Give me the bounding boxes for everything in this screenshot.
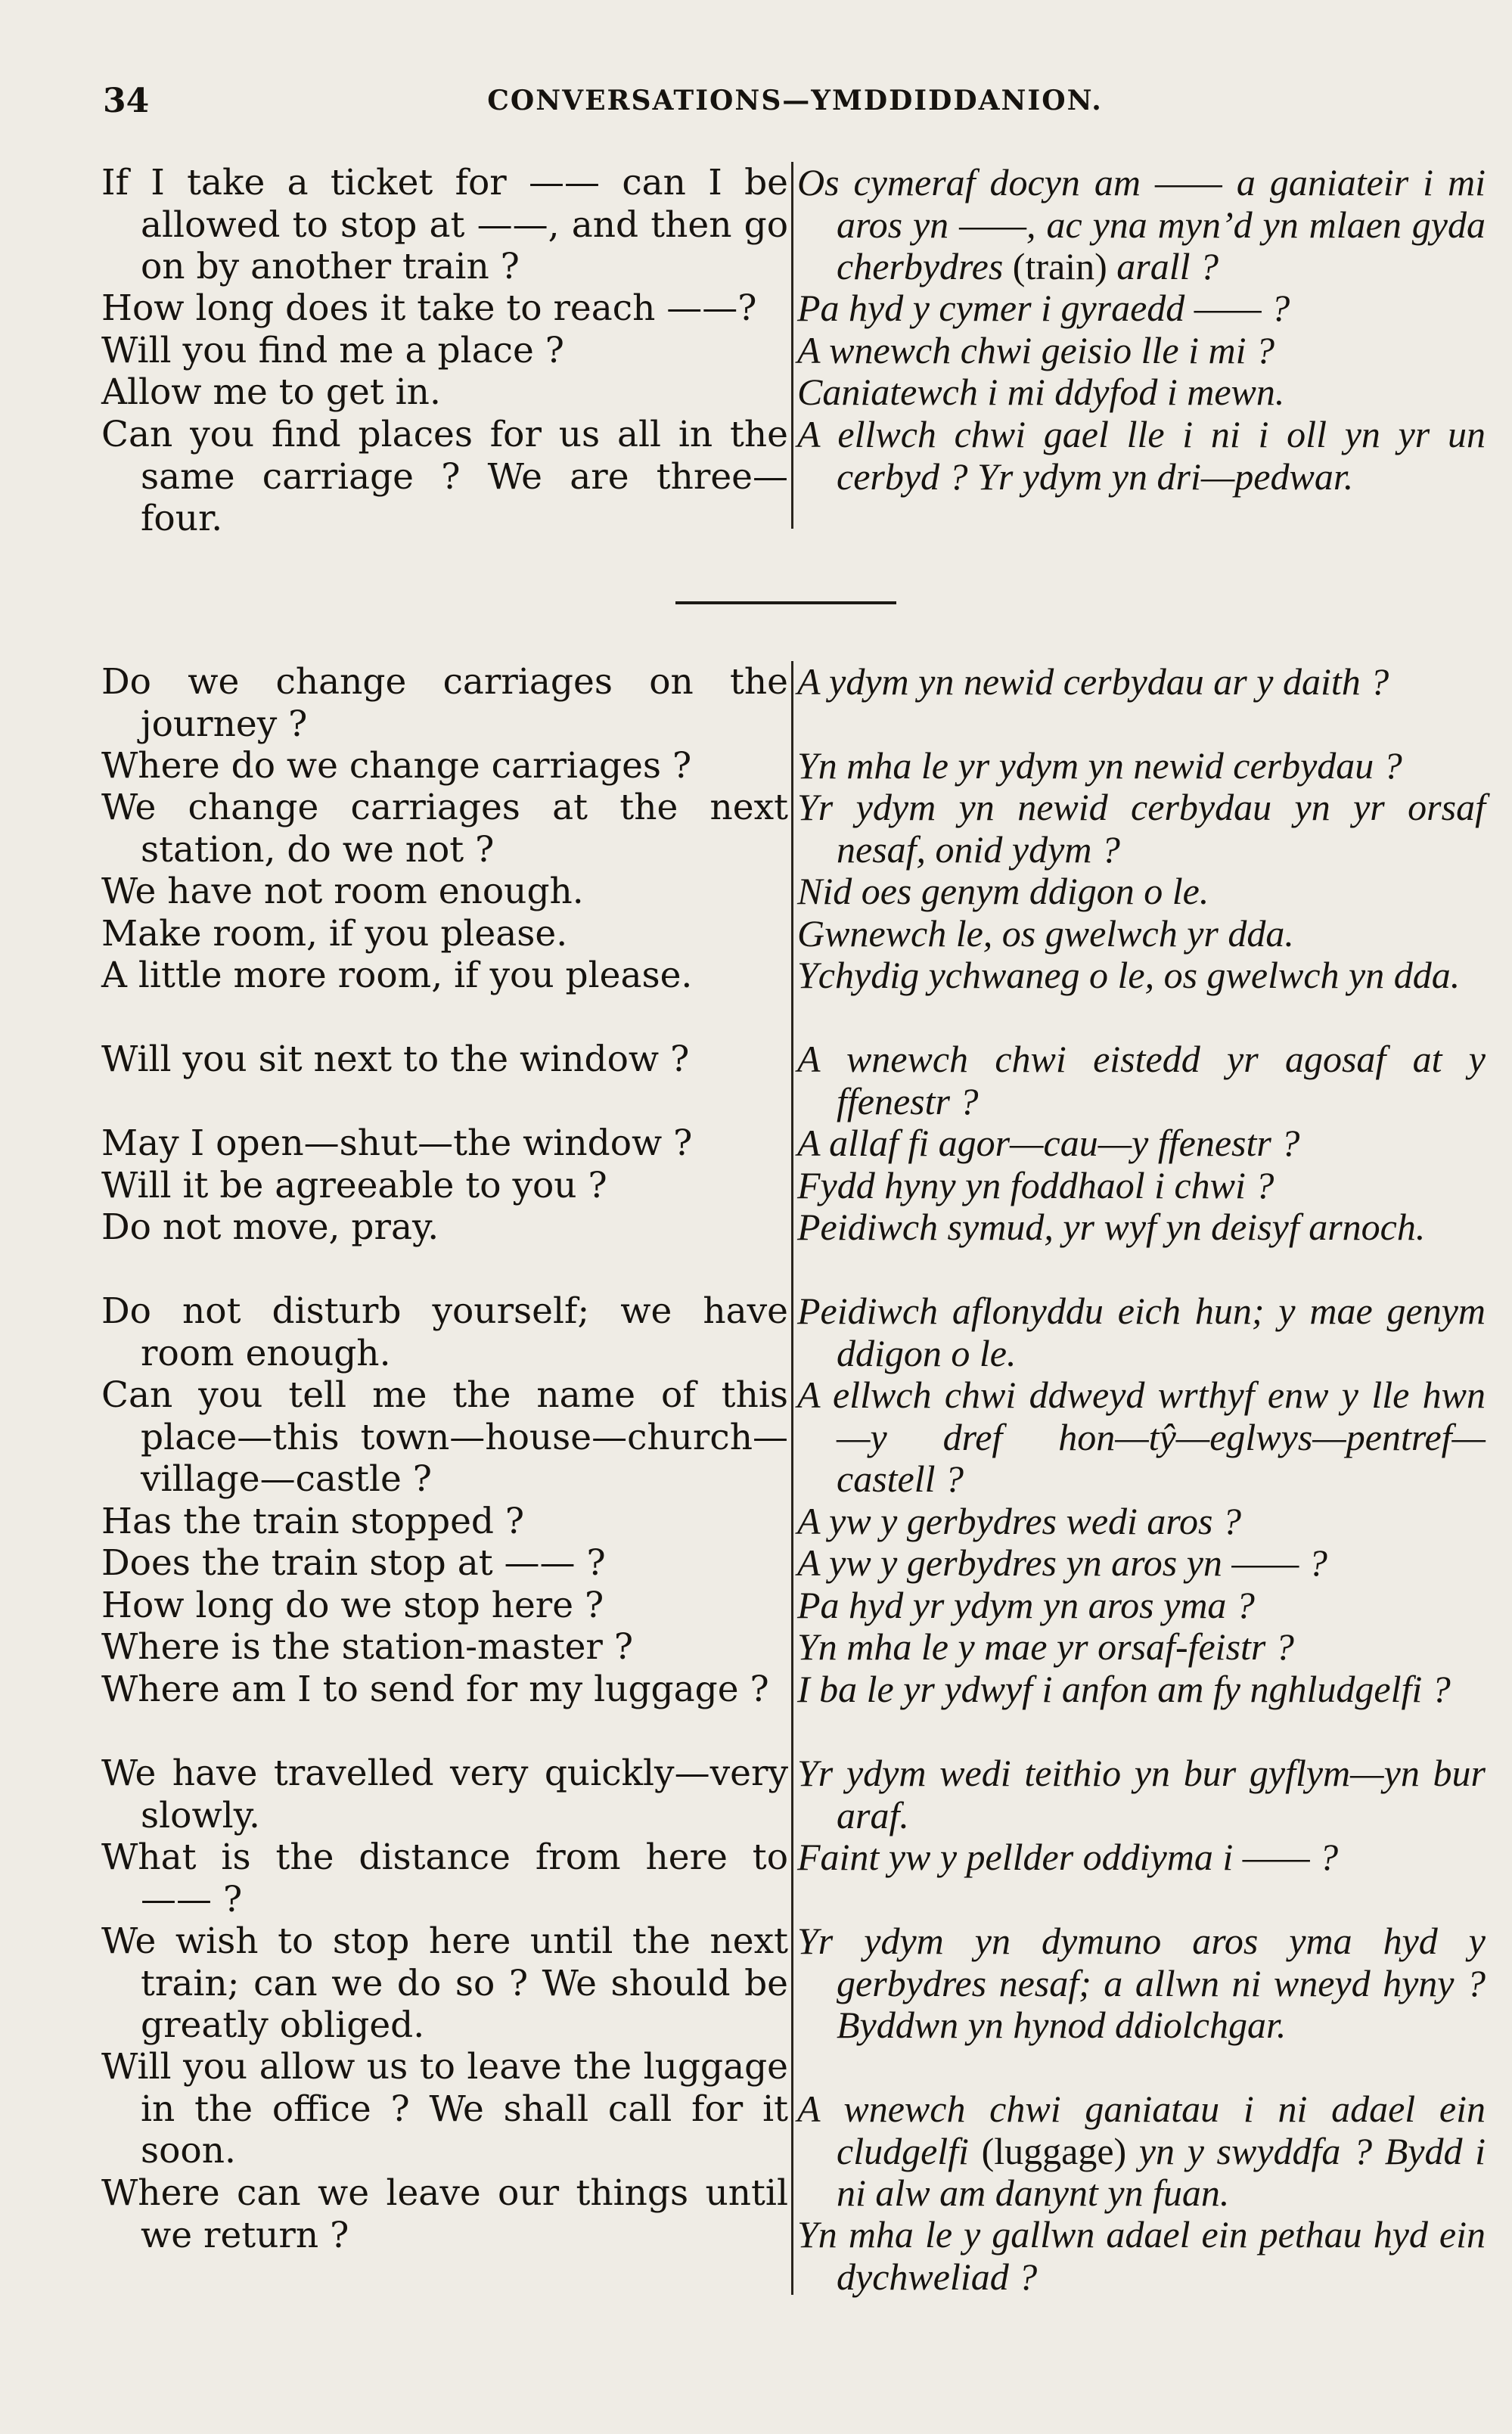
phrase-welsh: Faint yw y pellder oddiyma i —— ? xyxy=(797,1836,1339,1878)
phrase-welsh: Os cymeraf docyn am —— a ganiateir i mi aros yn ——, ac yna myn’d yn mlaen gyda cherbydres (train) arall ? xyxy=(797,161,1486,287)
phrase-english: We wish to stop here until the next train; can we do so ? We should be greatly obliged. xyxy=(101,1920,788,2046)
phrase-english: What is the distance from here to —— ? xyxy=(101,1836,788,1920)
phrase-welsh: A allaf fi agor—cau—y ffenestr ? xyxy=(797,1122,1300,1164)
phrase-welsh: Fydd hyny yn foddhaol i chwi ? xyxy=(797,1164,1274,1206)
phrase-english: Will you allow us to leave the luggage in the office ? We shall call for it soon. xyxy=(101,2046,788,2172)
phrase-welsh: A wnewch chwi eistedd yr agosaf at y ffenestr ? xyxy=(797,1038,1486,1122)
phrase-english: A little more room, if you please. xyxy=(101,955,693,996)
phrase-welsh: A ellwch chwi gael lle i ni i oll yn yr un cerbyd ? Yr ydym yn dri—pedwar. xyxy=(797,413,1486,498)
phrase-english: May I open—shut—the window ? xyxy=(101,1122,693,1164)
section-rule xyxy=(675,601,896,604)
column-divider xyxy=(791,162,793,529)
page-header xyxy=(103,82,1487,127)
phrase-welsh: A ellwch chwi ddweyd wrthyf enw y lle hwn—y dref hon—tŷ—eglwys—pentref—castell ? xyxy=(797,1374,1486,1500)
phrase-welsh: Yn mha le y gallwn adael ein pethau hyd ein dychweliad ? xyxy=(797,2213,1486,2298)
phrase-welsh: Yr ydym wedi teithio yn bur gyflym—yn bur araf. xyxy=(797,1752,1486,1836)
phrase-english: Has the train stopped ? xyxy=(101,1501,525,1542)
phrase-welsh: A wnewch chwi ganiatau i ni adael ein cludgelfi (luggage) yn y swyddfa ? Bydd i ni alw am danynt yn fuan. xyxy=(797,2088,1486,2214)
phrase-welsh: Pa hyd yr ydym yn aros yma ? xyxy=(797,1584,1255,1626)
phrase-english: Can you find places for us all in the same carriage ? We are three—four. xyxy=(101,414,788,539)
phrase-welsh: Gwnewch le, os gwelwch yr dda. xyxy=(797,912,1294,955)
phrase-english: Will it be agreeable to you ? xyxy=(101,1165,607,1206)
phrase-welsh: Yn mha le y mae yr orsaf-feistr ? xyxy=(797,1625,1294,1668)
phrase-welsh: A wnewch chwi geisio lle i mi ? xyxy=(797,329,1274,371)
phrase-english: How long do we stop here ? xyxy=(101,1585,604,1626)
phrase-welsh: Ychydig ychwaneg o le, os gwelwch yn dda. xyxy=(797,954,1461,996)
section-1 xyxy=(101,162,1486,540)
phrase-english: Will you find me a place ? xyxy=(101,330,564,371)
phrase-welsh: Peidiwch symud, yr wyf yn deisyf arnoch. xyxy=(797,1206,1426,1248)
section-2 xyxy=(101,661,1486,2310)
phrase-english: Do we change carriages on the journey ? xyxy=(101,661,788,745)
phrase-welsh: Yn mha le yr ydym yn newid cerbydau ? xyxy=(797,744,1402,787)
phrase-english: Where is the station-master ? xyxy=(101,1626,634,1668)
phrase-welsh: A yw y gerbydres wedi aros ? xyxy=(797,1500,1241,1542)
phrase-english: Make room, if you please. xyxy=(101,913,568,955)
phrase-welsh: A ydym yn newid cerbydau ar y daith ? xyxy=(797,660,1389,703)
phrase-english: Can you tell me the name of this place—this town—house—church—village—castle ? xyxy=(101,1374,788,1500)
phrase-english: Where am I to send for my luggage ? xyxy=(101,1669,769,1710)
phrase-welsh: Pa hyd y cymer i gyraedd —— ? xyxy=(797,287,1290,329)
phrase-welsh: Yr ydym yn dymuno aros yma hyd y gerbydres nesaf; a allwn ni wneyd hyny ? Byddwn yn hynod ddiolchgar. xyxy=(797,1920,1486,2046)
phrase-english: Do not disturb yourself; we have room enough. xyxy=(101,1290,788,1374)
phrase-welsh: I ba le yr ydwyf i anfon am fy nghludgelfi ? xyxy=(797,1668,1451,1710)
phrase-welsh: Nid oes genym ddigon o le. xyxy=(797,870,1209,912)
page-number: 34 xyxy=(103,82,150,120)
column-divider xyxy=(791,661,793,2295)
phrase-english: Do not move, pray. xyxy=(101,1206,439,1248)
running-head: CONVERSATIONS—YMDDIDDANION. xyxy=(487,85,1103,116)
phrase-welsh: A yw y gerbydres yn aros yn —— ? xyxy=(797,1541,1327,1584)
phrase-english: Where do we change carriages ? xyxy=(101,745,692,787)
phrase-english: We have not room enough. xyxy=(101,871,584,912)
phrase-welsh: Caniatewch i mi ddyfod i mewn. xyxy=(797,371,1285,413)
phrase-english: Does the train stop at —— ? xyxy=(101,1542,606,1584)
phrase-english: Where can we leave our things until we return ? xyxy=(101,2172,788,2256)
phrase-english: We have travelled very quickly—very slowly. xyxy=(101,1753,788,1836)
phrase-english: Will you sit next to the window ? xyxy=(101,1038,690,1080)
phrase-english: If I take a ticket for —— can I be allowed to stop at ——, and then go on by another train ? xyxy=(101,162,788,287)
phrase-welsh: Peidiwch aflonyddu eich hun; y mae genym ddigon o le. xyxy=(797,1290,1486,1374)
phrase-english: Allow me to get in. xyxy=(101,371,441,413)
phrase-welsh: Yr ydym yn newid cerbydau yn yr orsaf nesaf, onid ydym ? xyxy=(797,786,1486,871)
phrase-english: We change carriages at the next station, do we not ? xyxy=(101,787,788,871)
phrase-english: How long does it take to reach ——? xyxy=(101,287,757,329)
